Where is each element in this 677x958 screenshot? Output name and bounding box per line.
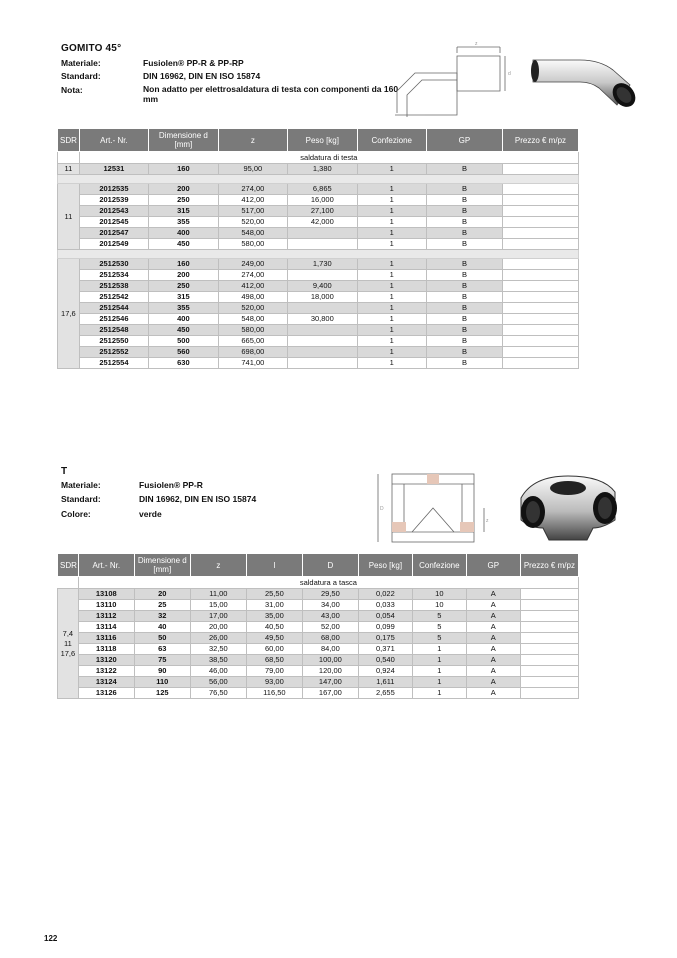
dimension-cell: 200 xyxy=(149,270,218,281)
weight-cell: 16,000 xyxy=(288,195,357,206)
elbow-technical-drawing xyxy=(385,33,520,123)
package-cell: 10 xyxy=(412,600,466,611)
meta-key: Materiale: xyxy=(61,58,101,68)
weight-cell: 0,371 xyxy=(358,644,412,655)
meta-value: Non adatto per elettrosaldatura di testa con componenti da 160 mm xyxy=(143,84,399,104)
art-nr-cell: 13116 xyxy=(78,633,134,644)
gp-cell: B xyxy=(426,195,502,206)
art-nr-cell: 13110 xyxy=(78,600,134,611)
z-cell: 548,00 xyxy=(218,228,287,239)
package-cell: 1 xyxy=(357,336,426,347)
package-cell: 1 xyxy=(412,666,466,677)
gp-cell: B xyxy=(426,347,502,358)
art-nr-cell: 13120 xyxy=(78,655,134,666)
gp-cell: A xyxy=(466,688,520,699)
package-cell: 1 xyxy=(357,239,426,250)
group-separator xyxy=(58,250,579,259)
art-nr-cell: 2512542 xyxy=(79,292,148,303)
weight-cell: 0,540 xyxy=(358,655,412,666)
weight-cell xyxy=(288,270,357,281)
package-cell: 5 xyxy=(412,633,466,644)
z-cell: 520,00 xyxy=(218,217,287,228)
price-cell xyxy=(502,347,578,358)
dimension-cell: 200 xyxy=(149,184,218,195)
d-cell: 120,00 xyxy=(302,666,358,677)
weight-cell: 42,000 xyxy=(288,217,357,228)
gp-cell: B xyxy=(426,358,502,369)
dimension-cell: 315 xyxy=(149,292,218,303)
table-row xyxy=(58,281,579,292)
art-nr-cell: 2512548 xyxy=(79,325,148,336)
d-cell: 68,00 xyxy=(302,633,358,644)
table-row xyxy=(58,292,579,303)
gp-cell: A xyxy=(466,655,520,666)
gp-cell: A xyxy=(466,677,520,688)
art-nr-cell: 2512544 xyxy=(79,303,148,314)
price-cell xyxy=(520,688,578,699)
price-cell xyxy=(520,666,578,677)
art-nr-cell: 2012535 xyxy=(79,184,148,195)
weight-cell: 0,022 xyxy=(358,589,412,600)
z-cell: 274,00 xyxy=(218,184,287,195)
col-header: l xyxy=(246,554,302,577)
z-cell: 95,00 xyxy=(218,164,287,175)
art-nr-cell: 13108 xyxy=(78,589,134,600)
price-cell xyxy=(502,206,578,217)
weight-cell xyxy=(288,358,357,369)
dimension-cell: 630 xyxy=(149,358,218,369)
z-cell: 520,00 xyxy=(218,303,287,314)
weight-cell xyxy=(288,325,357,336)
col-header: Peso [kg] xyxy=(288,129,357,152)
package-cell: 1 xyxy=(412,655,466,666)
table-row xyxy=(58,600,579,611)
package-cell: 5 xyxy=(412,611,466,622)
z-cell: 665,00 xyxy=(218,336,287,347)
table-row xyxy=(58,314,579,325)
tee-technical-drawing xyxy=(372,466,492,548)
meta-key: Standard: xyxy=(61,71,101,81)
weight-cell: 0,033 xyxy=(358,600,412,611)
price-cell xyxy=(502,239,578,250)
table-row xyxy=(58,206,579,217)
dimension-cell: 450 xyxy=(149,239,218,250)
svg-text:D: D xyxy=(380,506,384,512)
price-cell xyxy=(502,270,578,281)
dimension-cell: 400 xyxy=(149,314,218,325)
sdr-cell: 17,6 xyxy=(58,259,80,369)
gp-cell: B xyxy=(426,325,502,336)
package-cell: 1 xyxy=(357,217,426,228)
package-cell: 1 xyxy=(357,292,426,303)
d-cell: 34,00 xyxy=(302,600,358,611)
gp-cell: B xyxy=(426,270,502,281)
svg-text:z: z xyxy=(475,41,478,47)
art-nr-cell: 12531 xyxy=(79,164,148,175)
gp-cell: B xyxy=(426,164,502,175)
dimension-cell: 90 xyxy=(134,666,190,677)
meta-key: Materiale: xyxy=(61,480,101,490)
gomito-table xyxy=(57,128,579,369)
art-nr-cell: 13122 xyxy=(78,666,134,677)
table-row xyxy=(58,336,579,347)
l-cell: 35,00 xyxy=(246,611,302,622)
art-nr-cell: 2512546 xyxy=(79,314,148,325)
art-nr-cell: 2512538 xyxy=(79,281,148,292)
weight-cell: 0,099 xyxy=(358,622,412,633)
package-cell: 1 xyxy=(357,314,426,325)
gp-cell: B xyxy=(426,184,502,195)
art-nr-cell: 2512554 xyxy=(79,358,148,369)
dimension-cell: 32 xyxy=(134,611,190,622)
dimension-cell: 25 xyxy=(134,600,190,611)
col-header: SDR xyxy=(58,554,79,577)
table-row xyxy=(58,633,579,644)
z-cell: 76,50 xyxy=(190,688,246,699)
col-header: GP xyxy=(426,129,502,152)
l-cell: 68,50 xyxy=(246,655,302,666)
svg-text:z: z xyxy=(486,518,489,524)
table-header-row xyxy=(58,554,579,577)
table-row xyxy=(58,622,579,633)
price-cell xyxy=(520,611,578,622)
col-header: Art.- Nr. xyxy=(79,129,148,152)
weight-cell xyxy=(288,347,357,358)
art-nr-cell: 2512530 xyxy=(79,259,148,270)
z-cell: 517,00 xyxy=(218,206,287,217)
price-cell xyxy=(502,325,578,336)
table-subheader: saldatura di testa xyxy=(79,152,578,164)
dimension-cell: 315 xyxy=(149,206,218,217)
l-cell: 25,50 xyxy=(246,589,302,600)
col-header: Dimensione d [mm] xyxy=(134,554,190,577)
price-cell xyxy=(502,217,578,228)
sdr-cell: 11 xyxy=(58,184,80,250)
package-cell: 1 xyxy=(357,281,426,292)
art-nr-cell: 13124 xyxy=(78,677,134,688)
meta-value: DIN 16962, DIN EN ISO 15874 xyxy=(143,71,261,81)
d-cell: 84,00 xyxy=(302,644,358,655)
l-cell: 93,00 xyxy=(246,677,302,688)
gp-cell: B xyxy=(426,303,502,314)
z-cell: 548,00 xyxy=(218,314,287,325)
l-cell: 116,50 xyxy=(246,688,302,699)
price-cell xyxy=(502,164,578,175)
table-row xyxy=(58,325,579,336)
col-header: Confezione xyxy=(412,554,466,577)
art-nr-cell: 2512534 xyxy=(79,270,148,281)
col-header: z xyxy=(190,554,246,577)
z-cell: 32,50 xyxy=(190,644,246,655)
weight-cell: 9,400 xyxy=(288,281,357,292)
meta-block-gomito xyxy=(61,57,401,109)
section-title-gomito: GOMITO 45° xyxy=(61,43,122,54)
table-row xyxy=(58,184,579,195)
price-cell xyxy=(502,292,578,303)
gp-cell: B xyxy=(426,217,502,228)
art-nr-cell: 13118 xyxy=(78,644,134,655)
table-row xyxy=(58,303,579,314)
package-cell: 5 xyxy=(412,622,466,633)
col-header: z xyxy=(218,129,287,152)
table-row xyxy=(58,239,579,250)
gp-cell: B xyxy=(426,228,502,239)
weight-cell xyxy=(288,303,357,314)
art-nr-cell: 13126 xyxy=(78,688,134,699)
col-header: Art.- Nr. xyxy=(78,554,134,577)
weight-cell xyxy=(288,239,357,250)
col-header: GP xyxy=(466,554,520,577)
meta-value: verde xyxy=(139,509,162,519)
package-cell: 1 xyxy=(412,688,466,699)
weight-cell xyxy=(288,336,357,347)
z-cell: 38,50 xyxy=(190,655,246,666)
col-header: D xyxy=(302,554,358,577)
table-row xyxy=(58,589,579,600)
meta-value: DIN 16962, DIN EN ISO 15874 xyxy=(139,494,257,504)
table-header-row xyxy=(58,129,579,152)
art-nr-cell: 13112 xyxy=(78,611,134,622)
art-nr-cell: 2012547 xyxy=(79,228,148,239)
dimension-cell: 160 xyxy=(149,164,218,175)
table-row xyxy=(58,358,579,369)
z-cell: 20,00 xyxy=(190,622,246,633)
dimension-cell: 560 xyxy=(149,347,218,358)
dimension-cell: 110 xyxy=(134,677,190,688)
price-cell xyxy=(520,633,578,644)
price-cell xyxy=(502,195,578,206)
col-header: Peso [kg] xyxy=(358,554,412,577)
art-nr-cell: 2012549 xyxy=(79,239,148,250)
gp-cell: A xyxy=(466,666,520,677)
z-cell: 580,00 xyxy=(218,325,287,336)
z-cell: 11,00 xyxy=(190,589,246,600)
meta-value: Fusiolen® PP-R xyxy=(139,480,203,490)
table-row xyxy=(58,666,579,677)
table-row xyxy=(58,677,579,688)
package-cell: 1 xyxy=(412,644,466,655)
gp-cell: A xyxy=(466,589,520,600)
table-row xyxy=(58,195,579,206)
table-row xyxy=(58,270,579,281)
price-cell xyxy=(502,303,578,314)
dimension-cell: 160 xyxy=(149,259,218,270)
price-cell xyxy=(502,358,578,369)
package-cell: 1 xyxy=(357,195,426,206)
section-title-t: T xyxy=(61,466,68,477)
z-cell: 412,00 xyxy=(218,195,287,206)
page-number: 122 xyxy=(44,934,58,943)
gp-cell: A xyxy=(466,622,520,633)
package-cell: 1 xyxy=(357,358,426,369)
z-cell: 15,00 xyxy=(190,600,246,611)
gp-cell: A xyxy=(466,600,520,611)
art-nr-cell: 2512550 xyxy=(79,336,148,347)
table-row xyxy=(58,347,579,358)
weight-cell: 27,100 xyxy=(288,206,357,217)
gp-cell: B xyxy=(426,206,502,217)
l-cell: 49,50 xyxy=(246,633,302,644)
dimension-cell: 450 xyxy=(149,325,218,336)
table-row xyxy=(58,164,579,175)
d-cell: 167,00 xyxy=(302,688,358,699)
price-cell xyxy=(520,600,578,611)
package-cell: 1 xyxy=(357,206,426,217)
gp-cell: A xyxy=(466,644,520,655)
package-cell: 1 xyxy=(357,184,426,195)
price-cell xyxy=(502,228,578,239)
dimension-cell: 20 xyxy=(134,589,190,600)
price-cell xyxy=(520,589,578,600)
meta-key: Standard: xyxy=(61,494,101,504)
price-cell xyxy=(520,644,578,655)
z-cell: 17,00 xyxy=(190,611,246,622)
l-cell: 79,00 xyxy=(246,666,302,677)
z-cell: 412,00 xyxy=(218,281,287,292)
price-cell xyxy=(520,622,578,633)
d-cell: 43,00 xyxy=(302,611,358,622)
art-nr-cell: 2012545 xyxy=(79,217,148,228)
art-nr-cell: 2012543 xyxy=(79,206,148,217)
art-nr-cell: 2012539 xyxy=(79,195,148,206)
tee-table xyxy=(57,553,579,699)
dimension-cell: 75 xyxy=(134,655,190,666)
weight-cell: 0,175 xyxy=(358,633,412,644)
weight-cell: 30,800 xyxy=(288,314,357,325)
sdr-cell: 7,4 11 17,6 xyxy=(58,589,79,699)
package-cell: 1 xyxy=(357,347,426,358)
weight-cell: 6,865 xyxy=(288,184,357,195)
meta-block-t xyxy=(61,479,401,521)
price-cell xyxy=(502,281,578,292)
price-cell xyxy=(502,336,578,347)
weight-cell: 1,611 xyxy=(358,677,412,688)
dimension-cell: 125 xyxy=(134,688,190,699)
price-cell xyxy=(502,314,578,325)
package-cell: 1 xyxy=(357,270,426,281)
dimension-cell: 63 xyxy=(134,644,190,655)
art-nr-cell: 13114 xyxy=(78,622,134,633)
d-cell: 147,00 xyxy=(302,677,358,688)
package-cell: 1 xyxy=(357,164,426,175)
col-header: Prezzo € m/pz xyxy=(520,554,578,577)
separator-cell xyxy=(58,250,579,259)
d-cell: 100,00 xyxy=(302,655,358,666)
gp-cell: B xyxy=(426,336,502,347)
tee-3d-image xyxy=(513,470,623,545)
weight-cell: 0,924 xyxy=(358,666,412,677)
package-cell: 1 xyxy=(357,325,426,336)
table-row xyxy=(58,655,579,666)
gp-cell: B xyxy=(426,239,502,250)
gp-cell: B xyxy=(426,292,502,303)
svg-text:d: d xyxy=(508,71,511,77)
meta-key: Colore: xyxy=(61,509,91,519)
dimension-cell: 40 xyxy=(134,622,190,633)
z-cell: 46,00 xyxy=(190,666,246,677)
col-header: SDR xyxy=(58,129,80,152)
z-cell: 741,00 xyxy=(218,358,287,369)
dimension-cell: 400 xyxy=(149,228,218,239)
weight-cell: 2,655 xyxy=(358,688,412,699)
elbow-3d-image xyxy=(525,40,640,115)
col-header: Confezione xyxy=(357,129,426,152)
gp-cell: A xyxy=(466,611,520,622)
z-cell: 498,00 xyxy=(218,292,287,303)
z-cell: 274,00 xyxy=(218,270,287,281)
z-cell: 249,00 xyxy=(218,259,287,270)
group-separator xyxy=(58,175,579,184)
gp-cell: B xyxy=(426,281,502,292)
table-row xyxy=(58,217,579,228)
l-cell: 40,50 xyxy=(246,622,302,633)
l-cell: 31,00 xyxy=(246,600,302,611)
z-cell: 580,00 xyxy=(218,239,287,250)
dimension-cell: 50 xyxy=(134,633,190,644)
gp-cell: B xyxy=(426,314,502,325)
package-cell: 1 xyxy=(412,677,466,688)
package-cell: 1 xyxy=(357,259,426,270)
meta-key: Nota: xyxy=(61,85,83,95)
dimension-cell: 250 xyxy=(149,195,218,206)
dimension-cell: 250 xyxy=(149,281,218,292)
gp-cell: B xyxy=(426,259,502,270)
col-header: Prezzo € m/pz xyxy=(502,129,578,152)
table-row xyxy=(58,259,579,270)
d-cell: 29,50 xyxy=(302,589,358,600)
table-row xyxy=(58,644,579,655)
price-cell xyxy=(520,655,578,666)
table-subheader: saldatura a tasca xyxy=(78,577,578,589)
meta-value: Fusiolen® PP-R & PP-RP xyxy=(143,58,244,68)
weight-cell: 1,380 xyxy=(288,164,357,175)
z-cell: 56,00 xyxy=(190,677,246,688)
package-cell: 1 xyxy=(357,228,426,239)
table-row xyxy=(58,688,579,699)
package-cell: 10 xyxy=(412,589,466,600)
weight-cell xyxy=(288,228,357,239)
gp-cell: A xyxy=(466,633,520,644)
separator-cell xyxy=(58,175,579,184)
weight-cell: 18,000 xyxy=(288,292,357,303)
z-cell: 698,00 xyxy=(218,347,287,358)
price-cell xyxy=(502,259,578,270)
price-cell xyxy=(502,184,578,195)
dimension-cell: 500 xyxy=(149,336,218,347)
art-nr-cell: 2512552 xyxy=(79,347,148,358)
d-cell: 52,00 xyxy=(302,622,358,633)
price-cell xyxy=(520,677,578,688)
dimension-cell: 355 xyxy=(149,217,218,228)
package-cell: 1 xyxy=(357,303,426,314)
weight-cell: 0,054 xyxy=(358,611,412,622)
table-row xyxy=(58,611,579,622)
sdr-cell: 11 xyxy=(58,164,80,175)
z-cell: 26,00 xyxy=(190,633,246,644)
col-header: Dimensione d [mm] xyxy=(149,129,218,152)
weight-cell: 1,730 xyxy=(288,259,357,270)
dimension-cell: 355 xyxy=(149,303,218,314)
l-cell: 60,00 xyxy=(246,644,302,655)
table-row xyxy=(58,228,579,239)
